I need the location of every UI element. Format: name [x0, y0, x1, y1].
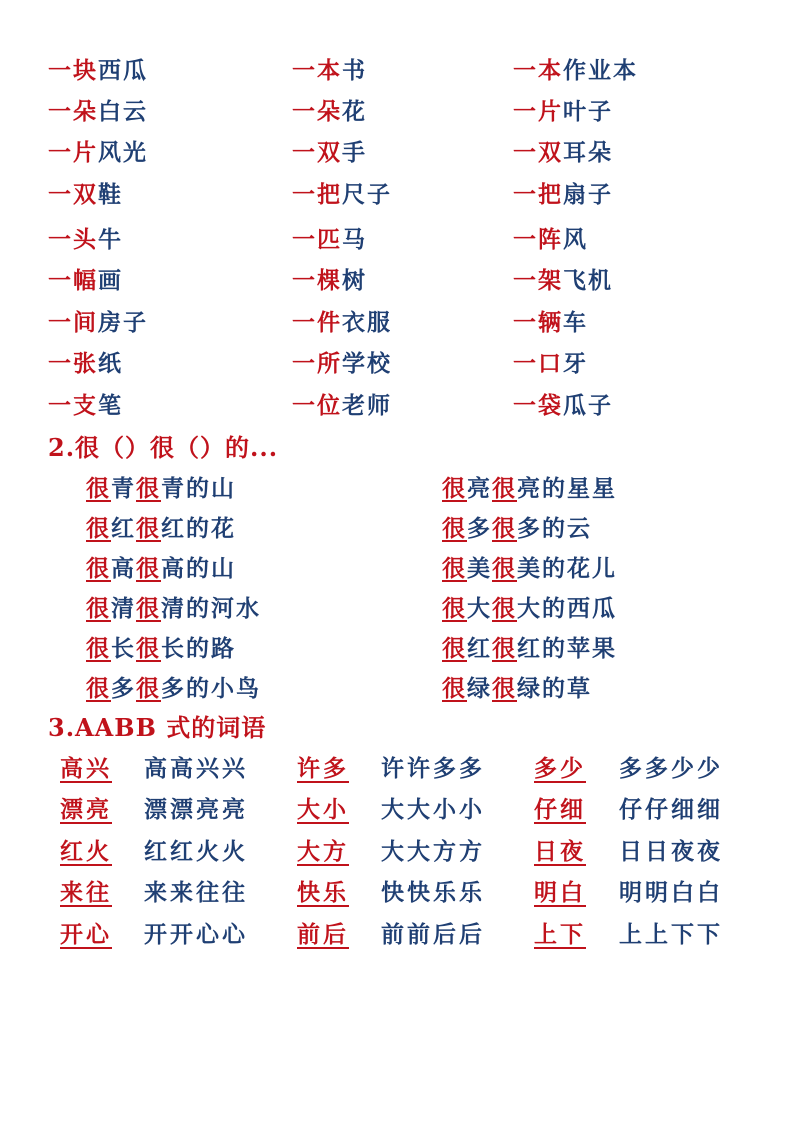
hen-char: 很 [86, 475, 111, 502]
noun: 作业本 [563, 57, 638, 84]
base-word: 快乐 [297, 879, 349, 906]
noun: 鞋 [98, 181, 123, 208]
hen-text: 青 [111, 475, 136, 502]
aabb-word: 明明白白 [619, 879, 723, 906]
measure-phrase [292, 387, 392, 420]
aabb-word: 来来往往 [144, 879, 248, 906]
base-word: 日夜 [534, 838, 586, 865]
measure-phrase [48, 304, 148, 337]
hen-char: 很 [442, 515, 467, 542]
hen-char: 很 [136, 515, 161, 542]
measure-phrase [48, 176, 123, 209]
hen-text: 多的小鸟 [161, 675, 261, 702]
measure-word: 一朵 [48, 98, 98, 125]
measure-word: 一朵 [292, 98, 342, 125]
hen-text: 长 [111, 635, 136, 662]
hen-text: 红 [111, 515, 136, 542]
measure-phrase [513, 176, 613, 209]
hen-text: 长的路 [161, 635, 236, 662]
noun: 尺子 [342, 181, 392, 208]
hen-phrase [86, 510, 236, 543]
hen-char: 很 [136, 635, 161, 662]
noun: 学校 [342, 350, 392, 377]
hen-char: 很 [492, 515, 517, 542]
measure-phrase [513, 93, 613, 126]
base-word: 漂亮 [60, 796, 112, 823]
hen-phrase [86, 630, 236, 663]
measure-word: 一把 [513, 181, 563, 208]
measure-word: 一棵 [292, 267, 342, 294]
measure-row [0, 387, 794, 427]
hen-char: 很 [86, 595, 111, 622]
measure-word: 一双 [513, 139, 563, 166]
aabb-word: 开开心心 [144, 921, 248, 948]
hen-phrase [442, 470, 617, 503]
measure-word: 一块 [48, 57, 98, 84]
measure-row [0, 304, 794, 344]
hen-char: 很 [442, 635, 467, 662]
measure-word: 一双 [48, 181, 98, 208]
measure-phrase [513, 345, 588, 378]
hen-text: 多 [111, 675, 136, 702]
hen-char: 很 [442, 555, 467, 582]
hen-row [0, 590, 794, 628]
hen-char: 很 [136, 595, 161, 622]
measure-phrase [48, 93, 148, 126]
hen-text: 红的花 [161, 515, 236, 542]
hen-text: 多 [467, 515, 492, 542]
base-word: 仔细 [534, 796, 586, 823]
section-2-heading: 2.很（）很（）的... [48, 433, 279, 462]
measure-phrase [513, 304, 588, 337]
hen-text: 清的河水 [161, 595, 261, 622]
aabb-word: 上上下下 [619, 921, 723, 948]
base-word: 许多 [297, 755, 349, 782]
measure-word: 一袋 [513, 392, 563, 419]
noun: 树 [342, 267, 367, 294]
measure-phrase [513, 52, 638, 85]
section-3-heading: 3.AABB 式的词语 [48, 713, 267, 742]
aabb-word: 大大小小 [381, 796, 485, 823]
noun: 牙 [563, 350, 588, 377]
measure-word: 一头 [48, 226, 98, 253]
measure-phrase [48, 52, 148, 85]
measure-word: 一阵 [513, 226, 563, 253]
hen-text: 美的花儿 [517, 555, 617, 582]
base-word: 多少 [534, 755, 586, 782]
hen-row [0, 550, 794, 588]
hen-text: 亮 [467, 475, 492, 502]
hen-row [0, 470, 794, 508]
noun: 马 [342, 226, 367, 253]
hen-row [0, 510, 794, 548]
measure-word: 一口 [513, 350, 563, 377]
measure-phrase [48, 262, 123, 295]
hen-phrase [442, 630, 617, 663]
hen-char: 很 [136, 555, 161, 582]
noun: 衣服 [342, 309, 392, 336]
measure-row [0, 221, 794, 261]
hen-char: 很 [492, 595, 517, 622]
measure-phrase [292, 176, 392, 209]
measure-phrase [292, 134, 367, 167]
hen-phrase [86, 470, 236, 503]
hen-phrase [86, 670, 261, 703]
measure-word: 一把 [292, 181, 342, 208]
measure-word: 一本 [513, 57, 563, 84]
hen-phrase [442, 510, 592, 543]
hen-phrase [442, 590, 617, 623]
measure-phrase [292, 93, 367, 126]
noun: 书 [342, 57, 367, 84]
noun: 扇子 [563, 181, 613, 208]
noun: 纸 [98, 350, 123, 377]
hen-text: 青的山 [161, 475, 236, 502]
noun: 风光 [98, 139, 148, 166]
hen-text: 绿 [467, 675, 492, 702]
hen-char: 很 [492, 555, 517, 582]
aabb-word: 前前后后 [381, 921, 485, 948]
hen-char: 很 [442, 675, 467, 702]
hen-phrase [86, 590, 261, 623]
hen-char: 很 [492, 475, 517, 502]
hen-row [0, 630, 794, 668]
base-word: 上下 [534, 921, 586, 948]
noun: 牛 [98, 226, 123, 253]
hen-text: 美 [467, 555, 492, 582]
hen-text: 多的云 [517, 515, 592, 542]
base-word: 前后 [297, 921, 349, 948]
hen-char: 很 [136, 475, 161, 502]
hen-char: 很 [86, 675, 111, 702]
measure-row [0, 262, 794, 302]
noun: 西瓜 [98, 57, 148, 84]
aabb-word: 大大方方 [381, 838, 485, 865]
noun: 白云 [98, 98, 148, 125]
hen-text: 清 [111, 595, 136, 622]
measure-row [0, 93, 794, 133]
base-word: 明白 [534, 879, 586, 906]
hen-text: 高的山 [161, 555, 236, 582]
measure-word: 一所 [292, 350, 342, 377]
measure-phrase [292, 221, 367, 254]
measure-word: 一匹 [292, 226, 342, 253]
hen-phrase [442, 670, 592, 703]
measure-phrase [292, 262, 367, 295]
noun: 飞机 [563, 267, 613, 294]
base-word: 高兴 [60, 755, 112, 782]
aabb-word: 高高兴兴 [144, 755, 248, 782]
measure-word: 一件 [292, 309, 342, 336]
hen-text: 亮的星星 [517, 475, 617, 502]
noun: 老师 [342, 392, 392, 419]
hen-char: 很 [442, 475, 467, 502]
hen-char: 很 [136, 675, 161, 702]
measure-row [0, 134, 794, 174]
measure-word: 一架 [513, 267, 563, 294]
measure-phrase [292, 304, 392, 337]
aabb-row [0, 750, 794, 790]
measure-word: 一双 [292, 139, 342, 166]
measure-word: 一片 [48, 139, 98, 166]
noun: 耳朵 [563, 139, 613, 166]
hen-text: 绿的草 [517, 675, 592, 702]
aabb-word: 漂漂亮亮 [144, 796, 248, 823]
hen-row [0, 670, 794, 708]
noun: 风 [563, 226, 588, 253]
hen-char: 很 [492, 635, 517, 662]
measure-phrase [292, 52, 367, 85]
base-word: 红火 [60, 838, 112, 865]
aabb-row [0, 874, 794, 914]
hen-text: 红的苹果 [517, 635, 617, 662]
hen-text: 大的西瓜 [517, 595, 617, 622]
base-word: 大方 [297, 838, 349, 865]
noun: 叶子 [563, 98, 613, 125]
hen-phrase [442, 550, 617, 583]
measure-word: 一本 [292, 57, 342, 84]
measure-phrase [513, 221, 588, 254]
aabb-word: 快快乐乐 [381, 879, 485, 906]
measure-phrase [48, 345, 123, 378]
measure-phrase [292, 345, 392, 378]
hen-char: 很 [442, 595, 467, 622]
hen-char: 很 [86, 515, 111, 542]
noun: 花 [342, 98, 367, 125]
noun: 瓜子 [563, 392, 613, 419]
aabb-word: 仔仔细细 [619, 796, 723, 823]
base-word: 开心 [60, 921, 112, 948]
measure-row [0, 52, 794, 92]
measure-word: 一辆 [513, 309, 563, 336]
aabb-word: 许许多多 [381, 755, 485, 782]
noun: 车 [563, 309, 588, 336]
hen-phrase [86, 550, 236, 583]
noun: 手 [342, 139, 367, 166]
measure-phrase [513, 134, 613, 167]
noun: 画 [98, 267, 123, 294]
measure-word: 一位 [292, 392, 342, 419]
measure-phrase [513, 262, 613, 295]
aabb-row [0, 833, 794, 873]
measure-phrase [513, 387, 613, 420]
measure-word: 一片 [513, 98, 563, 125]
measure-row [0, 176, 794, 216]
hen-char: 很 [86, 555, 111, 582]
base-word: 大小 [297, 796, 349, 823]
measure-phrase [48, 134, 148, 167]
measure-word: 一张 [48, 350, 98, 377]
measure-row [0, 345, 794, 385]
measure-phrase [48, 387, 123, 420]
aabb-row [0, 791, 794, 831]
aabb-word: 日日夜夜 [619, 838, 723, 865]
aabb-word: 多多少少 [619, 755, 723, 782]
measure-word: 一幅 [48, 267, 98, 294]
measure-word: 一支 [48, 392, 98, 419]
hen-text: 红 [467, 635, 492, 662]
base-word: 来往 [60, 879, 112, 906]
hen-char: 很 [492, 675, 517, 702]
hen-char: 很 [86, 635, 111, 662]
noun: 房子 [98, 309, 148, 336]
hen-text: 大 [467, 595, 492, 622]
aabb-word: 红红火火 [144, 838, 248, 865]
measure-phrase [48, 221, 123, 254]
hen-text: 高 [111, 555, 136, 582]
measure-word: 一间 [48, 309, 98, 336]
noun: 笔 [98, 392, 123, 419]
aabb-row [0, 916, 794, 956]
